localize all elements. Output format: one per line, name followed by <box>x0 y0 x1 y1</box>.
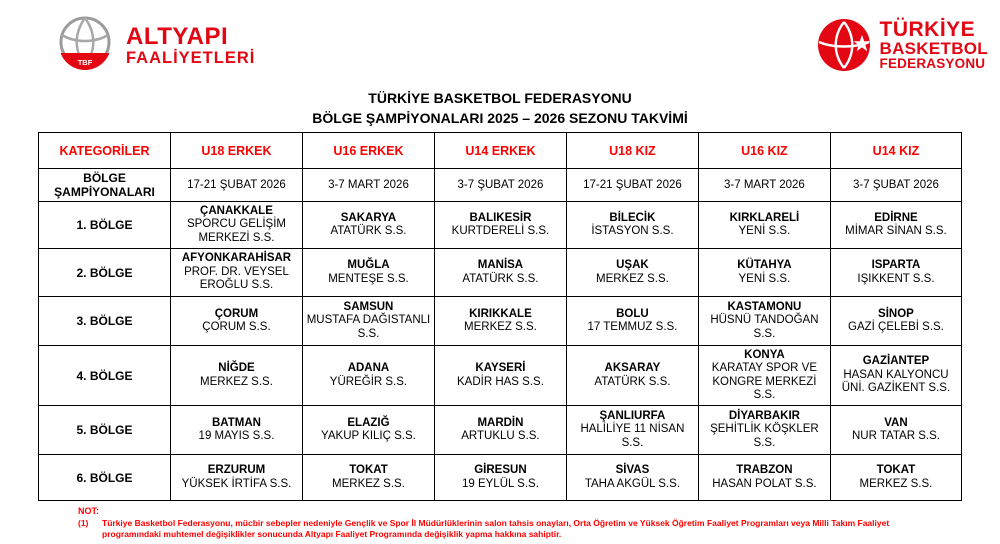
city-name: GAZİANTEP <box>862 355 930 368</box>
city-name: EDİRNE <box>874 211 918 224</box>
city-name: SİVAS <box>615 464 650 476</box>
city-name: SAKARYA <box>340 211 397 224</box>
city-name: BALIKESİR <box>469 211 532 224</box>
region-row <box>39 297 962 346</box>
federation-logo-line2: BASKETBOL <box>879 38 988 58</box>
venue-name: HÜSNÜ TANDOĞAN S.S. <box>710 314 819 340</box>
venue-cell <box>302 249 434 297</box>
venue-name: ATATÜRK S.S. <box>330 225 407 237</box>
city-name: ÇANAKKALE <box>200 204 273 217</box>
table-header-row <box>39 133 962 169</box>
venue-name: MUSTAFA DAĞISTANLI S.S. <box>306 314 431 340</box>
schedule-table <box>38 132 962 501</box>
venue-name: ATATÜRK S.S. <box>594 375 671 388</box>
column-header-categories: KATEGORİLER <box>39 133 171 169</box>
venue-cell <box>302 297 434 346</box>
venue-cell <box>698 455 830 501</box>
city-name: ISPARTA <box>871 259 921 271</box>
venue-cell <box>170 455 302 501</box>
page-title <box>0 88 1000 128</box>
venue-cell <box>302 202 434 249</box>
altyapi-logo-line1: ALTYAPI <box>126 22 229 50</box>
row-label: 3. BÖLGE <box>39 297 171 346</box>
venue-name: MERKEZ S.S. <box>596 272 669 285</box>
city-name: GİRESUN <box>474 464 527 476</box>
region-row <box>39 202 962 249</box>
venue-name: YÜREĞİR S.S. <box>329 375 408 388</box>
venue-name: HALİLİYE 11 NİSAN S.S. <box>580 423 685 449</box>
venue-cell <box>302 346 434 406</box>
venue-name: KADİR HAS S.S. <box>456 375 544 388</box>
venue-cell <box>566 202 698 249</box>
venue-name: HASAN POLAT S.S. <box>712 477 817 490</box>
city-name: AKSARAY <box>604 362 661 374</box>
venue-cell <box>830 455 961 501</box>
venue-cell <box>830 249 961 297</box>
city-name: KIRIKKALE <box>469 307 532 320</box>
federation-logo-line3: FEDERASYONU <box>879 55 986 71</box>
tbf-basketball-icon <box>55 15 117 75</box>
city-name: KONYA <box>744 348 785 361</box>
column-header: U14 KIZ <box>830 133 961 169</box>
city-name: DİYARBAKIR <box>728 409 800 422</box>
venue-name: MENTEŞE S.S. <box>328 272 409 285</box>
venue-cell <box>830 297 961 346</box>
venue-name: MERKEZ S.S. <box>200 375 273 388</box>
city-name: BOLU <box>616 307 649 320</box>
venue-cell <box>170 297 302 346</box>
federation-ball-star-icon <box>817 17 873 73</box>
city-name: BİLECİK <box>609 211 656 224</box>
region-row <box>39 249 962 297</box>
city-name: MUĞLA <box>347 259 390 271</box>
altyapi-logo-text <box>126 24 255 67</box>
venue-cell <box>698 297 830 346</box>
venue-cell <box>434 455 566 501</box>
note-text: Türkiye Basketbol Federasyonu, mücbir sebepler nedeniyle Gençlik ve Spor İl Müdürlüklerinin salon tahsis onayları, Orta Öğretim ve Yüksek Öğretim Faaliyet Programları veya Milli Takım Faaliyet programındaki muhtemel değişiklikler sonucunda Altyapı Faaliyet Programında değişiklik yapma hakkına sahiptir. <box>102 518 890 539</box>
venue-cell <box>170 406 302 455</box>
altyapi-logo <box>55 15 255 75</box>
city-name: BATMAN <box>211 416 261 429</box>
date-cell: 17-21 ŞUBAT 2026 <box>566 169 698 202</box>
venue-name: KURTDERELİ S.S. <box>451 225 550 237</box>
venue-name: İSTASYON S.S. <box>591 225 674 237</box>
venue-cell <box>170 202 302 249</box>
column-header: U18 KIZ <box>566 133 698 169</box>
city-name: TOKAT <box>876 464 916 476</box>
date-cell: 17-21 ŞUBAT 2026 <box>170 169 302 202</box>
city-name: TRABZON <box>736 464 793 476</box>
venue-cell <box>434 249 566 297</box>
venue-name: MERKEZ S.S. <box>464 321 537 333</box>
venue-cell <box>434 297 566 346</box>
city-name: ADANA <box>347 362 390 374</box>
venue-name: ARTUKLU S.S. <box>461 430 540 442</box>
venue-cell <box>698 406 830 455</box>
venue-name: KARATAY SPOR VE KONGRE MERKEZİ S.S. <box>711 362 818 401</box>
venue-name: ATATÜRK S.S. <box>462 272 539 285</box>
venue-name: MERKEZ S.S. <box>859 477 933 490</box>
city-name: SAMSUN <box>343 300 394 313</box>
row-label: 4. BÖLGE <box>39 346 171 406</box>
venue-cell <box>566 297 698 346</box>
venue-cell <box>434 202 566 249</box>
venue-name: SPORCU GELİŞİM MERKEZİ S.S. <box>186 218 286 244</box>
federation-logo-text <box>879 17 988 71</box>
page-title-line2: BÖLGE ŞAMPİYONALARI 2025 – 2026 SEZONU TAKVİMİ <box>312 110 688 126</box>
city-name: KIRKLARELİ <box>729 211 800 224</box>
venue-name: TAHA AKGÜL S.S. <box>584 477 681 490</box>
row-label: 2. BÖLGE <box>39 249 171 297</box>
venue-cell <box>566 406 698 455</box>
venue-cell <box>830 202 961 249</box>
city-name: VAN <box>884 416 908 429</box>
date-cell: 3-7 MART 2026 <box>302 169 434 202</box>
note-heading: NOT: <box>78 506 99 516</box>
column-header: U16 KIZ <box>698 133 830 169</box>
venue-cell <box>170 346 302 406</box>
venue-cell <box>830 346 961 406</box>
venue-name: MERKEZ S.S. <box>332 477 405 490</box>
venue-cell <box>698 202 830 249</box>
venue-cell <box>302 455 434 501</box>
city-name: KAYSERİ <box>475 362 526 374</box>
note-line <box>78 518 924 540</box>
city-name: TOKAT <box>349 464 388 476</box>
venue-cell <box>698 249 830 297</box>
tbf-ball-label: TBF <box>77 58 93 67</box>
city-name: AFYONKARAHİSAR <box>181 252 292 265</box>
venue-cell <box>170 249 302 297</box>
federation-logo <box>817 17 988 73</box>
venue-name: HASAN KALYONCU ÜNİ. GAZİKENT S.S. <box>841 368 951 395</box>
city-name: KÜTAHYA <box>737 259 792 271</box>
city-name: ŞANLIURFA <box>599 409 666 422</box>
city-name: NİĞDE <box>218 362 255 374</box>
venue-name: YENİ S.S. <box>738 272 791 285</box>
note-section <box>78 506 924 540</box>
column-header: U14 ERKEK <box>434 133 566 169</box>
region-row <box>39 346 962 406</box>
city-name: MARDİN <box>477 416 524 429</box>
venue-cell <box>566 249 698 297</box>
date-cell: 3-7 ŞUBAT 2026 <box>434 169 566 202</box>
venue-cell <box>434 406 566 455</box>
venue-name: IŞIKKENT S.S. <box>857 272 935 285</box>
column-header: U16 ERKEK <box>302 133 434 169</box>
venue-cell <box>302 406 434 455</box>
city-name: ÇORUM <box>214 307 259 320</box>
venue-cell <box>566 346 698 406</box>
city-name: SİNOP <box>878 307 914 320</box>
row-label: 5. BÖLGE <box>39 406 171 455</box>
venue-cell <box>698 346 830 406</box>
city-name: ELAZIĞ <box>347 416 390 429</box>
region-row <box>39 455 962 501</box>
date-cell: 3-7 MART 2026 <box>698 169 830 202</box>
city-name: ERZURUM <box>207 464 266 476</box>
venue-cell <box>566 455 698 501</box>
page-title-line1: TÜRKİYE BASKETBOL FEDERASYONU <box>368 90 632 106</box>
row-label: 1. BÖLGE <box>39 202 171 249</box>
federation-logo-line1: TÜRKİYE <box>879 17 976 41</box>
venue-name: PROF. DR. VEYSEL EROĞLU S.S. <box>184 265 289 292</box>
city-name: MANİSA <box>477 259 524 271</box>
date-row <box>39 169 962 202</box>
venue-name: YENİ S.S. <box>738 225 791 237</box>
venue-name: 19 EYLÜL S.S. <box>461 477 539 490</box>
venue-name: ÇORUM S.S. <box>202 321 271 333</box>
region-row <box>39 406 962 455</box>
venue-cell <box>434 346 566 406</box>
venue-name: YAKUP KILIÇ S.S. <box>321 430 416 442</box>
date-cell: 3-7 ŞUBAT 2026 <box>830 169 961 202</box>
venue-name: NUR TATAR S.S. <box>851 430 940 442</box>
altyapi-logo-line2: FAALİYETLERİ <box>126 48 256 67</box>
venue-name: MİMAR SİNAN S.S. <box>845 225 947 237</box>
row-label: 6. BÖLGE <box>39 455 171 501</box>
venue-name: 17 TEMMUZ S.S. <box>587 321 678 333</box>
venue-name: 19 MAYIS S.S. <box>198 430 275 442</box>
row-label: BÖLGE ŞAMPİYONALARI <box>39 169 171 202</box>
venue-name: ŞEHİTLİK KÖŞKLER S.S. <box>710 423 819 449</box>
column-header: U18 ERKEK <box>170 133 302 169</box>
city-name: UŞAK <box>616 259 649 271</box>
venue-name: YÜKSEK İRTİFA S.S. <box>181 477 292 490</box>
city-name: KASTAMONU <box>727 300 802 313</box>
venue-cell <box>830 406 961 455</box>
venue-name: GAZİ ÇELEBİ S.S. <box>848 321 944 333</box>
note-number: (1) <box>78 518 89 528</box>
